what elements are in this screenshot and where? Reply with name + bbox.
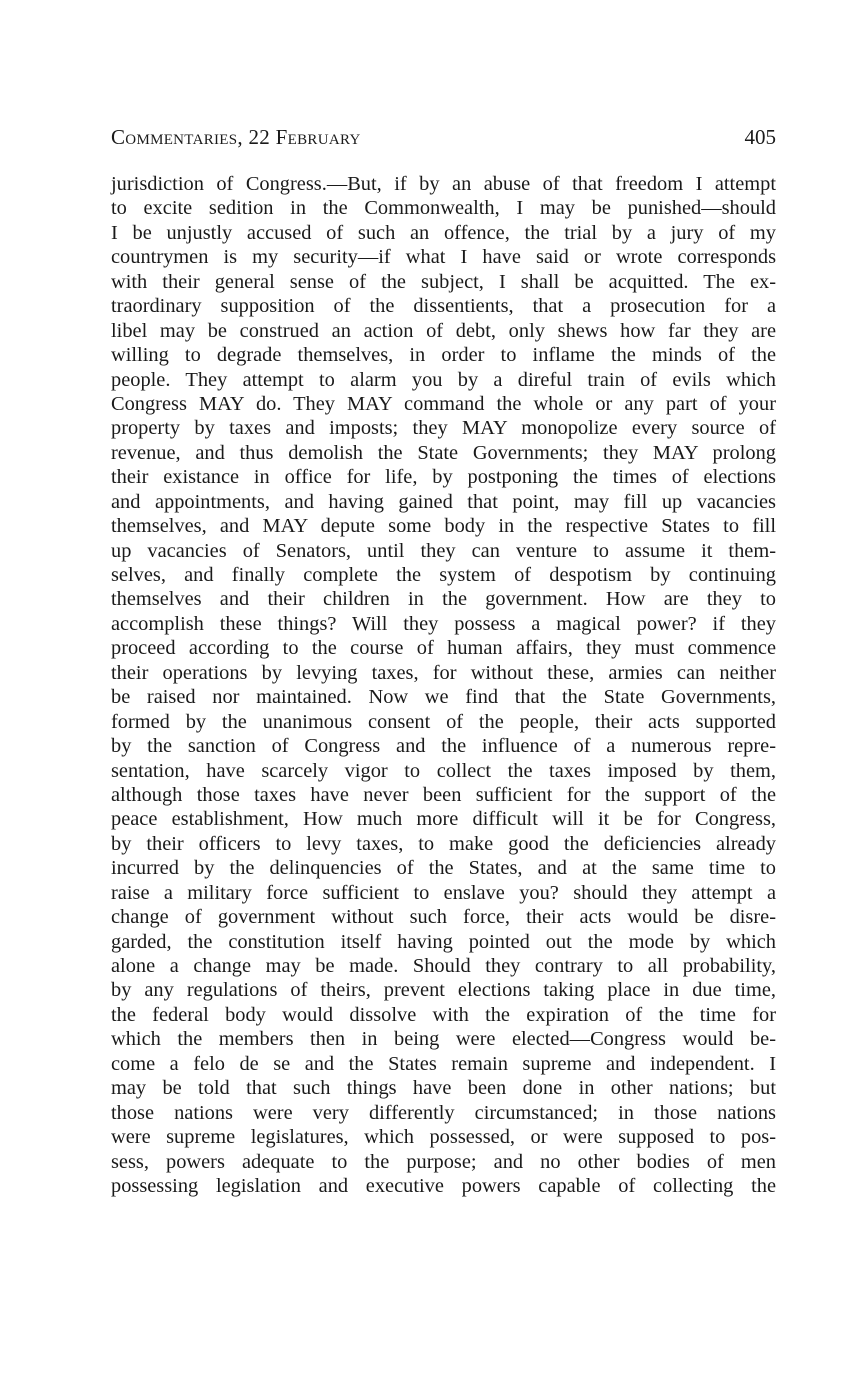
text-line: to excite sedition in the Commonwealth, I may be punished—should [111,197,776,220]
body-text [111,172,776,1198]
text-line: may be told that such things have been done in other nations; but [111,1077,776,1100]
text-line: with their general sense of the subject, I shall be acquitted. The ex- [111,270,776,293]
running-title: Commentaries, 22 February [111,125,361,149]
text-line: raise a military force sufficient to enslave you? should they attempt a [111,881,776,904]
text-line: sess, powers adequate to the purpose; and no other bodies of men [111,1150,776,1173]
text-line: possessing legislation and executive powers capable of collecting the [111,1174,776,1197]
text-line: I be unjustly accused of such an offence, the trial by a jury of my [111,221,776,244]
text-line: sentation, have scarcely vigor to collect the taxes imposed by them, [111,759,776,782]
text-line: were supreme legislatures, which possessed, or were supposed to pos- [111,1126,776,1149]
text-line: traordinary supposition of the dissentients, that a prosecution for a [111,295,776,318]
text-line: by any regulations of theirs, prevent elections taking place in due time, [111,979,776,1002]
text-line: be raised nor maintained. Now we find that the State Governments, [111,686,776,709]
text-line: property by taxes and imposts; they MAY monopolize every source of [111,417,776,440]
text-line: and appointments, and having gained that point, may fill up vacancies [111,490,776,513]
text-line: incurred by the delinquencies of the States, and at the same time to [111,857,776,880]
text-line: come a felo de se and the States remain supreme and independent. I [111,1052,776,1075]
text-line: proceed according to the course of human affairs, they must commence [111,637,776,660]
text-line: libel may be construed an action of debt, only shews how far they are [111,319,776,342]
text-line: peace establishment, How much more difficult will it be for Congress, [111,808,776,831]
text-line: revenue, and thus demolish the State Governments; they MAY prolong [111,441,776,464]
text-line: countrymen is my security—if what I have said or wrote corresponds [111,246,776,269]
text-line: those nations were very differently circumstanced; in those nations [111,1101,776,1124]
text-line: themselves and their children in the government. How are they to [111,588,776,611]
text-line: alone a change may be made. Should they contrary to all probability, [111,955,776,977]
text-line: formed by the unanimous consent of the people, their acts supported [111,710,776,733]
text-line: themselves, and MAY depute some body in the respective States to fill [111,515,776,538]
page-number: 405 [744,125,776,149]
text-line: change of government without such force, their acts would be disre- [111,906,776,929]
text-line: Congress MAY do. They MAY command the whole or any part of your [111,392,776,415]
running-header [111,122,776,152]
text-line: their existance in office for life, by postponing the times of elections [111,466,776,489]
text-line: by their officers to levy taxes, to make good the deficiencies already [111,832,776,855]
text-line: accomplish these things? Will they possess a magical power? if they [111,612,776,635]
text-line: their operations by levying taxes, for without these, armies can neither [111,661,776,684]
text-line: the federal body would dissolve with the expiration of the time for [111,1003,776,1026]
text-line: jurisdiction of Congress.—But, if by an abuse of that freedom I attempt [111,173,776,195]
text-line: people. They attempt to alarm you by a direful train of evils which [111,368,776,391]
text-line: garded, the constitution itself having pointed out the mode by which [111,930,776,953]
text-line: which the members then in being were elected—Congress would be- [111,1028,776,1051]
text-line: by the sanction of Congress and the influence of a numerous repre- [111,735,776,758]
text-line: willing to degrade themselves, in order to inflame the minds of the [111,344,776,367]
text-line: selves, and finally complete the system of despotism by continuing [111,564,776,586]
text-line: up vacancies of Senators, until they can venture to assume it them- [111,539,776,562]
text-line: although those taxes have never been sufficient for the support of the [111,783,776,806]
